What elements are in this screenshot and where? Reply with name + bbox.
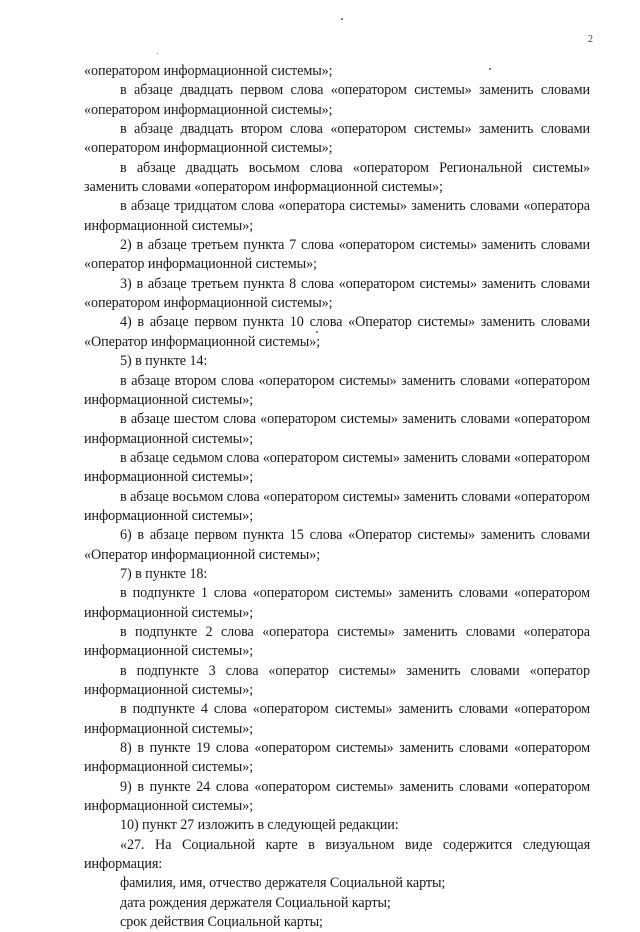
page-number: 2 <box>588 34 593 45</box>
document-paragraph: 4) в абзаце первом пункта 10 слова «Оператор системы» заменить словами «Оператор информационной системы»; <box>84 314 590 350</box>
document-paragraph: «оператором информационной системы»; <box>84 63 333 79</box>
document-paragraph: в абзаце восьмом слова «оператором системы» заменить словами «оператором информационной системы»; <box>84 488 590 524</box>
document-paragraph: 7) в пункте 18: <box>120 565 208 582</box>
document-paragraph: в абзаце двадцать первом слова «оператором системы» заменить словами «оператором информационной системы»; <box>84 82 590 118</box>
document-paragraph: срок действия Социальной карты; <box>120 914 323 931</box>
scan-speck <box>157 53 158 54</box>
document-paragraph: фамилия, имя, отчество держателя Социальной карты; <box>120 875 446 892</box>
document-paragraph: в абзаце тридцатом слова «оператора системы» заменить словами «оператора информационной системы»; <box>84 198 590 234</box>
document-paragraph: 9) в пункте 24 слова «оператором системы» заменить словами «оператором информационной системы»; <box>84 778 590 815</box>
document-paragraph: в абзаце втором слова «оператором системы» заменить словами «оператором информационной системы»; <box>84 372 590 408</box>
document-paragraph: в подпункте 3 слова «оператор системы» заменить словами «оператор информационной системы»; <box>84 662 590 698</box>
document-paragraph: 6) в абзаце первом пункта 15 слова «Оператор системы» заменить словами «Оператор информационной системы»; <box>84 527 590 563</box>
document-paragraph: «27. На Социальной карте в визуальном виде содержится следующая информация: <box>84 836 590 873</box>
document-paragraph: 10) пункт 27 изложить в следующей редакции: <box>120 817 399 834</box>
document-paragraph: 5) в пункте 14: <box>120 353 208 370</box>
document-paragraph: в подпункте 4 слова «оператором системы» заменить словами «оператором информационной системы»; <box>84 701 590 737</box>
document-paragraph: в подпункте 2 слова «оператора системы» заменить словами «оператора информационной системы»; <box>84 623 590 660</box>
document-body <box>84 62 590 932</box>
document-paragraph: в абзаце двадцать восьмом слова «оператором Региональной системы» заменить словами «оператором информационной системы»; <box>84 159 590 196</box>
document-paragraph: в абзаце седьмом слова «оператором системы» заменить словами «оператором информационной системы»; <box>84 449 590 486</box>
document-paragraph: 8) в пункте 19 слова «оператором системы» заменить словами «оператором информационной системы»; <box>84 740 590 776</box>
document-paragraph: в подпункте 1 слова «оператором системы» заменить словами «оператором информационной системы»; <box>84 585 590 621</box>
document-paragraph: 3) в абзаце третьем пункта 8 слова «оператором системы» заменить словами «оператором информационной системы»; <box>84 275 590 312</box>
document-paragraph: в абзаце двадцать втором слова «оператором системы» заменить словами «оператором информационной системы»; <box>84 121 590 157</box>
document-paragraph: в абзаце шестом слова «оператором системы» заменить словами «оператором информационной системы»; <box>84 411 590 447</box>
scan-speck <box>341 18 343 20</box>
document-paragraph: 2) в абзаце третьем пункта 7 слова «оператором системы» заменить словами «оператор информационной системы»; <box>84 237 590 273</box>
document-paragraph: дата рождения держателя Социальной карты; <box>120 894 391 911</box>
